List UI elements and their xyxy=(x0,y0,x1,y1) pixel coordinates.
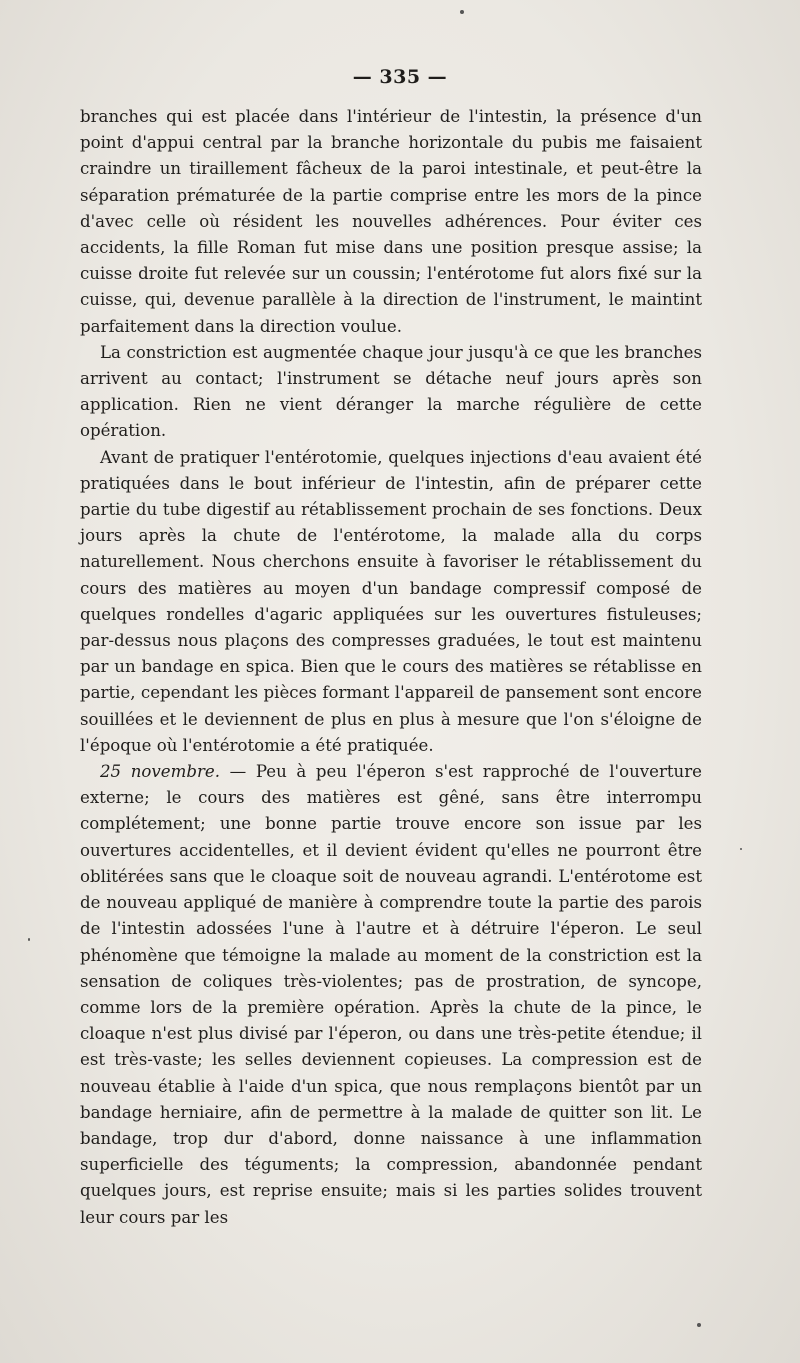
paragraph-4-text: — Peu à peu l'éperon s'est rapproché de l'ouverture externe; le cours des matières est gêné, sans être interrompu complétement; une bonne partie trouve encore son issue par les ouvertures accidentelles, et il devient évident qu'elles ne pourront être oblitérées sans que le cloaque soit de nouveau agrandi. L'entérotome est de nouveau appliqué de manière à comprendre toute la partie des parois de l'intestin adossées l'une à l'autre et à détruire l'éperon. Le seul phénomène que témoigne la malade au moment de la constriction est la sensation de coliques très-violentes; pas de prostration, de syncope, comme lors de la première opération. Après la chute de la pince, le cloaque n'est plus divisé par l'éperon, ou dans une très-petite étendue; il est très-vaste; les selles deviennent copieuses. La compression est de nouveau établie à l'aide d'un spica, que nous remplaçons bientôt par un bandage herniaire, afin de permettre à la malade de quitter son lit. Le bandage, trop dur d'abord, donne naissance à une inflammation superficielle des téguments; la compression, abandonnée pendant quelques jours, est reprise ensuite; mais si les parties solides trouvent leur cours par les xyxy=(80,762,702,1227)
paragraph-3: Avant de pratiquer l'entérotomie, quelques injections d'eau avaient été pratiquées dans le bout inférieur de l'intestin, afin de préparer cette partie du tube digestif au rétablissement prochain de ses fonctions. Deux jours après la chute de l'entérotome, la malade alla du corps naturellement. Nous cherchons ensuite à favoriser le rétablissement du cours des matières au moyen d'un bandage compressif composé de quelques rondelles d'agaric appliquées sur les ouvertures fistuleuses; par-dessus nous plaçons des compresses graduées, le tout est maintenu par un bandage en spica. Bien que le cours des matières se rétablisse en partie, cependant les pièces formant l'appareil de pansement sont encore souillées et le deviennent de plus en plus à mesure que l'on s'éloigne de l'époque où l'entérotomie a été pratiquée. xyxy=(80,447,702,755)
paragraph-2: La constriction est augmentée chaque jour jusqu'à ce que les branches arrivent au contact; l'instrument se détache neuf jours après son application. Rien ne vient déranger la marche régulière de cette opération. xyxy=(80,342,702,441)
ink-speck xyxy=(697,1323,701,1327)
paragraph-4 xyxy=(80,759,702,1231)
date-label: 25 novembre. xyxy=(100,762,220,782)
paragraph-1: branches qui est placée dans l'intérieur de l'intestin, la présence d'un point d'appui central par la branche horizontale du pubis me faisaient craindre un tiraillement fâcheux de la paroi intestinale, et peut-être la séparation prématurée de la partie comprise entre les mors de la pince d'avec celle où résident les nouvelles adhérences. Pour éviter ces accidents, la fille Roman fut mise dans une position presque assise; la cuisse droite fut relevée sur un coussin; l'entérotome fut alors fixé sur la cuisse, qui, devenue parallèle à la direction de l'instrument, le maintint parfaitement dans la direction voulue. xyxy=(80,107,702,336)
ink-speck xyxy=(740,848,742,850)
page-number: — 335 — xyxy=(352,66,448,88)
body-text xyxy=(80,104,702,1231)
ink-speck xyxy=(460,10,464,14)
ink-speck xyxy=(28,938,30,941)
